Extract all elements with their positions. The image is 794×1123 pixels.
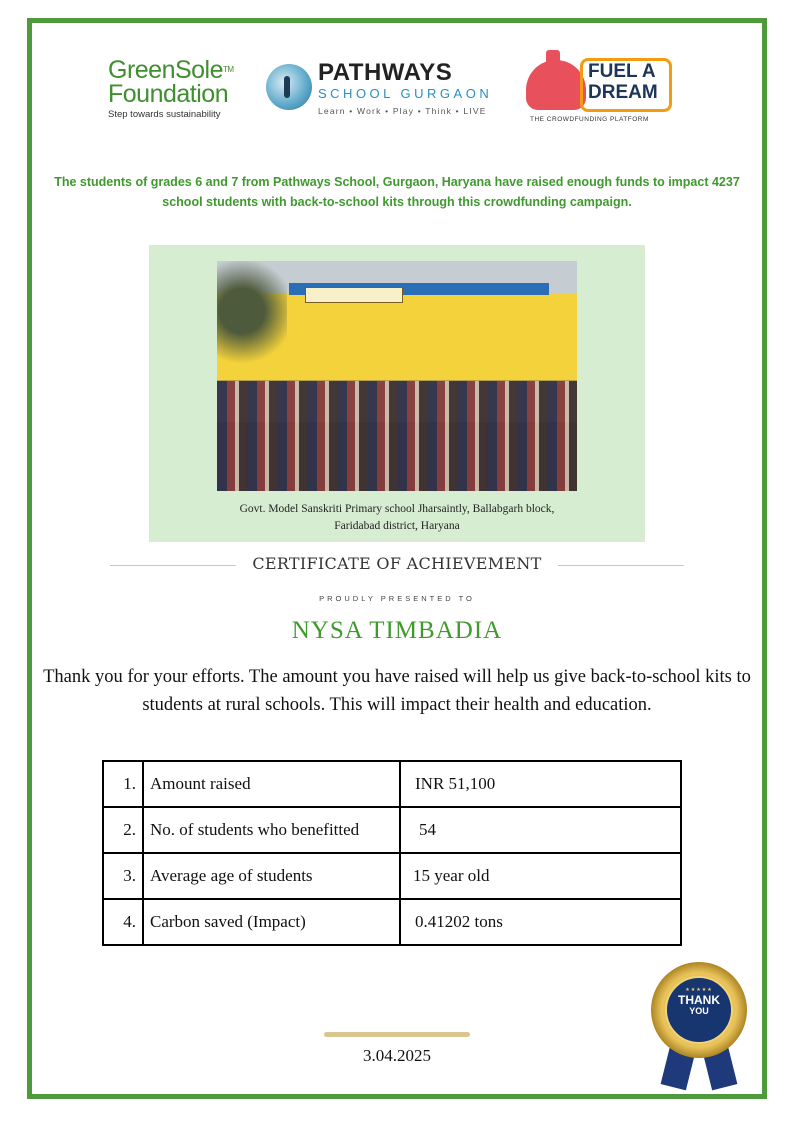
pathways-logo	[318, 60, 498, 116]
row-value: 15 year old	[400, 853, 681, 899]
row-value: 0.41202 tons	[400, 899, 681, 945]
signature-line	[324, 1032, 470, 1037]
greensole-name: GreenSole	[108, 56, 224, 84]
stats-table	[102, 760, 682, 946]
greensole-logo	[108, 58, 258, 120]
pathways-school: SCHOOL GURGAON	[318, 86, 493, 101]
table-row	[103, 853, 681, 899]
certificate-date: 3.04.2025	[363, 1046, 431, 1065]
thank-you-seal-icon	[647, 962, 751, 1090]
recipient-name: NYSA TIMBADIA	[291, 617, 503, 644]
table-row	[103, 899, 681, 945]
row-label: Average age of students	[143, 853, 400, 899]
row-number: 1.	[103, 761, 143, 807]
fuel-a-dream-line1: FUEL A	[588, 61, 656, 82]
table-row	[103, 807, 681, 853]
row-value: INR 51,100	[400, 761, 681, 807]
greensole-foundation: Foundation	[108, 80, 229, 108]
students-crowd	[217, 381, 577, 491]
title-divider-right	[558, 565, 684, 566]
seal-text-thank: THANK	[678, 993, 720, 1007]
table-row	[103, 761, 681, 807]
photo-caption	[149, 501, 645, 535]
photo-caption-line2: Faridabad district, Haryana	[334, 520, 460, 532]
greensole-tagline: Step towards sustainability	[108, 109, 221, 120]
row-label: Amount raised	[143, 761, 400, 807]
school-photo	[217, 261, 577, 491]
greensole-tm: TM	[223, 65, 234, 74]
school-sign	[305, 287, 403, 303]
pathways-globe-icon	[266, 64, 312, 110]
elephant-icon	[526, 60, 586, 110]
fuel-a-dream-line2: DREAM	[588, 82, 658, 103]
row-number: 2.	[103, 807, 143, 853]
seal-center	[665, 976, 733, 1044]
thank-you-message: Thank you for your efforts. The amount you have raised will help us give back-to-school kits to students at rural schools. This will impact their health and education.	[43, 667, 751, 715]
row-number: 3.	[103, 853, 143, 899]
photo-panel	[149, 245, 645, 542]
pathways-name: PATHWAYS	[318, 59, 453, 86]
presented-to: PROUDLY PRESENTED TO	[319, 594, 475, 603]
row-number: 4.	[103, 899, 143, 945]
tree-shape	[217, 261, 287, 371]
intro-text: The students of grades 6 and 7 from Pathways School, Gurgaon, Haryana have raised enough funds to impact 4237 school students with back-to-school kits through this crowdfunding campaign.	[54, 175, 740, 209]
seal-text-you: YOU	[689, 1006, 709, 1016]
photo-caption-line1: Govt. Model Sanskriti Primary school Jharsaintly, Ballabgarh block,	[239, 503, 555, 515]
fuel-a-dream-tagline: THE CROWDFUNDING PLATFORM	[530, 116, 649, 123]
fuel-a-dream-logo	[524, 54, 674, 126]
row-label: No. of students who benefitted	[143, 807, 400, 853]
pathways-tagline: Learn • Work • Play • Think • LIVE	[318, 106, 487, 116]
certificate-title: CERTIFICATE OF ACHIEVEMENT	[252, 554, 542, 573]
row-label: Carbon saved (Impact)	[143, 899, 400, 945]
seal-stars: ★★★★★	[685, 987, 713, 993]
logo-bar	[0, 50, 794, 130]
row-value: 54	[400, 807, 681, 853]
